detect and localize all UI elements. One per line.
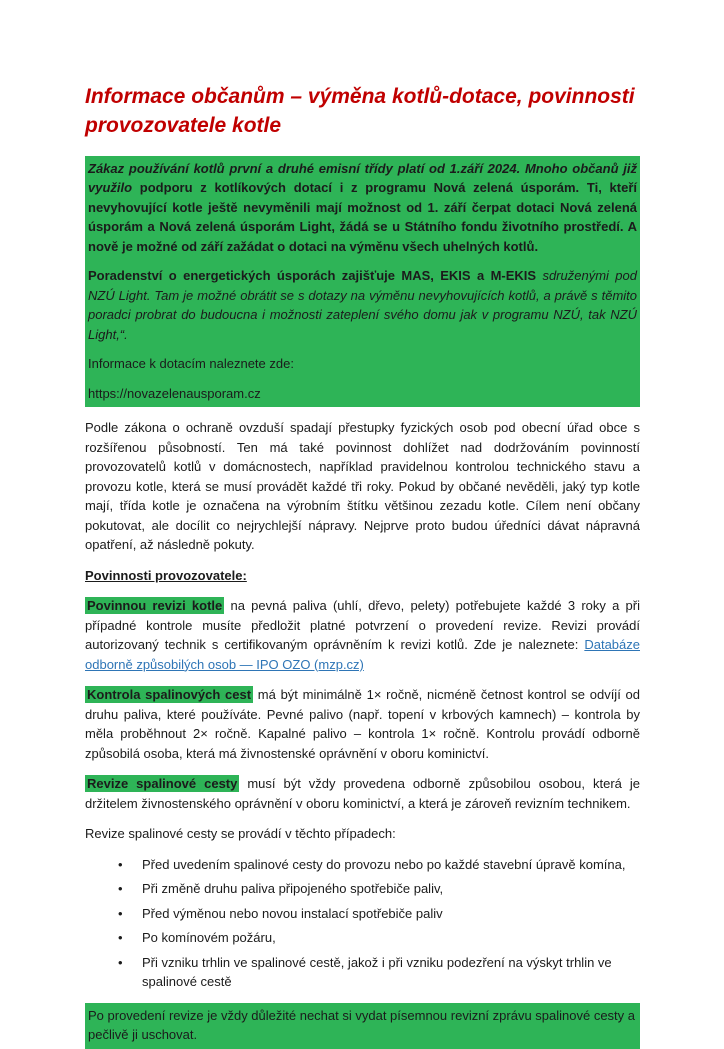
- subsidy-info-label: Informace k dotacím naleznete zde:: [88, 356, 294, 372]
- bullet-icon: •: [118, 930, 123, 946]
- subsidy-url: https://novazelenausporam.cz: [88, 385, 261, 401]
- list-item: [85, 904, 640, 924]
- advisory-lead: Poradenství o energetických úsporách zajišťuje MAS, EKIS a M-EKIS: [88, 268, 537, 284]
- case-text: Po komínovém požáru,: [142, 930, 276, 946]
- flue-check-text: má být minimálně 1× ročně, nicméně četnost kontrol se odvíjí od druhu paliva, které používáte. Pevné palivo (např. topení v krbových kamnech) – kontrola by měla proběhnout 2× ročně. Kapalné palivo – kontrola 1× ročně. Kontrolu provádí odborně způsobilá osoba, která má živnostenské oprávnění v oboru kominictví.: [85, 687, 640, 761]
- flue-revision-text: musí být vždy provedena odborně způsobilou osobou, která je držitelem živnostenského oprávnění v oboru kominictví, a která je zároveň revizním technikem.: [85, 776, 640, 811]
- law-paragraph: Podle zákona o ochraně ovzduší spadají přestupky fyzických osob pod obecní úřad obce s rozšířenou působností. Ten má také povinnost dohlížet nad dodržováním povinností provozovatelů kotlů v domácnostech, například pravidelnou kontrolou technického stavu a provozu kotle, která se musí provádět každé tři roky. Pokud by občané nevěděli, jaký typ kotle mají, třída kotle je označena na výrobním štítku většinou zezadu kotle. Cílem není občany pokutovat, ale docílit co nejrychlejší nápravy. Nejprve proto budou úředníci dávat nápravná opatření, až následně pokuty.: [85, 420, 640, 553]
- flue-revision-paragraph: [85, 774, 640, 813]
- list-item: [85, 953, 640, 992]
- expert-database-link[interactable]: Databáze odborně způsobilých osob — IPO OZO (mzp.cz): [85, 637, 640, 672]
- revision-report-note: Po provedení revize je vždy důležité nechat si vydat písemnou revizní zprávu spalinové cesty a pečlivě ji uschovat.: [85, 1003, 640, 1049]
- page-title: Informace občanům – výměna kotlů-dotace, povinnosti provozovatele kotle: [85, 85, 635, 138]
- case-text: Při změně druhu paliva připojeného spotřebiče paliv,: [142, 881, 444, 897]
- subsidy-info-box: [85, 156, 640, 408]
- list-item: [85, 855, 640, 875]
- list-item: [85, 879, 640, 899]
- bullet-icon: •: [118, 905, 123, 921]
- advisory-quote: sdruženými pod NZÚ Light. Tam je možné obrátit se s dotazy na výměnu nevyhovujících kotlů, a právě s těmito poradci probrat do budoucna i možnosti zateplení svého domu jak v programu NZÚ, tak NZÚ Light,“.: [88, 268, 637, 342]
- boiler-revision-paragraph: [85, 596, 640, 674]
- list-item: [85, 928, 640, 948]
- ban-notice-rest: podporu z kotlíkových dotací i z programu Nová zelená úsporám. Ti, kteří nevyhovující kotle ještě nevyměnili mají možnost od 1. září čerpat dotaci Nová zelená úsporám a Nová zelená úsporám Light, žádá se u Státního fondu životního prostředí. A nově je možné od září zažádat o dotaci na výměnu všech uhelných kotlů.: [88, 180, 637, 254]
- flue-check-highlight: Kontrola spalinových cest: [87, 687, 252, 703]
- cases-intro: Revize spalinové cesty se provádí v těchto případech:: [85, 826, 396, 842]
- case-text: Při vzniku trhlin ve spalinové cestě, jakož i při vzniku podezření na výskyt trhlin ve spalinové cestě: [142, 954, 612, 990]
- bullet-icon: •: [118, 856, 123, 872]
- flue-revision-highlight: Revize spalinové cesty: [87, 776, 238, 792]
- ban-notice-paragraph: [88, 159, 637, 257]
- boiler-revision-highlight: Povinnou revizi kotle: [87, 598, 223, 614]
- bullet-icon: •: [118, 881, 123, 897]
- ban-notice-lead: Zákaz používání kotlů první a druhé emisní třídy platí od 1.září 2024. Mnoho občanů již využilo: [88, 160, 637, 196]
- advisory-paragraph: [88, 266, 637, 344]
- cases-list: [85, 855, 640, 992]
- case-text: Před výměnou nebo novou instalací spotřebiče paliv: [142, 905, 443, 921]
- flue-check-paragraph: [85, 685, 640, 763]
- duties-heading: Povinnosti provozovatele:: [85, 567, 247, 583]
- boiler-revision-text: na pevná paliva (uhlí, dřevo, pelety) potřebujete každé 3 roky a při případné kontrole musíte předložit platné potvrzení o provedení revize. Revizi provádí autorizovaný technik s certifikovaným oprávněním k revizi kotlů. Zde je naleznete:: [85, 598, 640, 653]
- case-text: Před uvedením spalinové cesty do provozu nebo po každé stavební úpravě komína,: [142, 856, 626, 872]
- bullet-icon: •: [118, 954, 123, 970]
